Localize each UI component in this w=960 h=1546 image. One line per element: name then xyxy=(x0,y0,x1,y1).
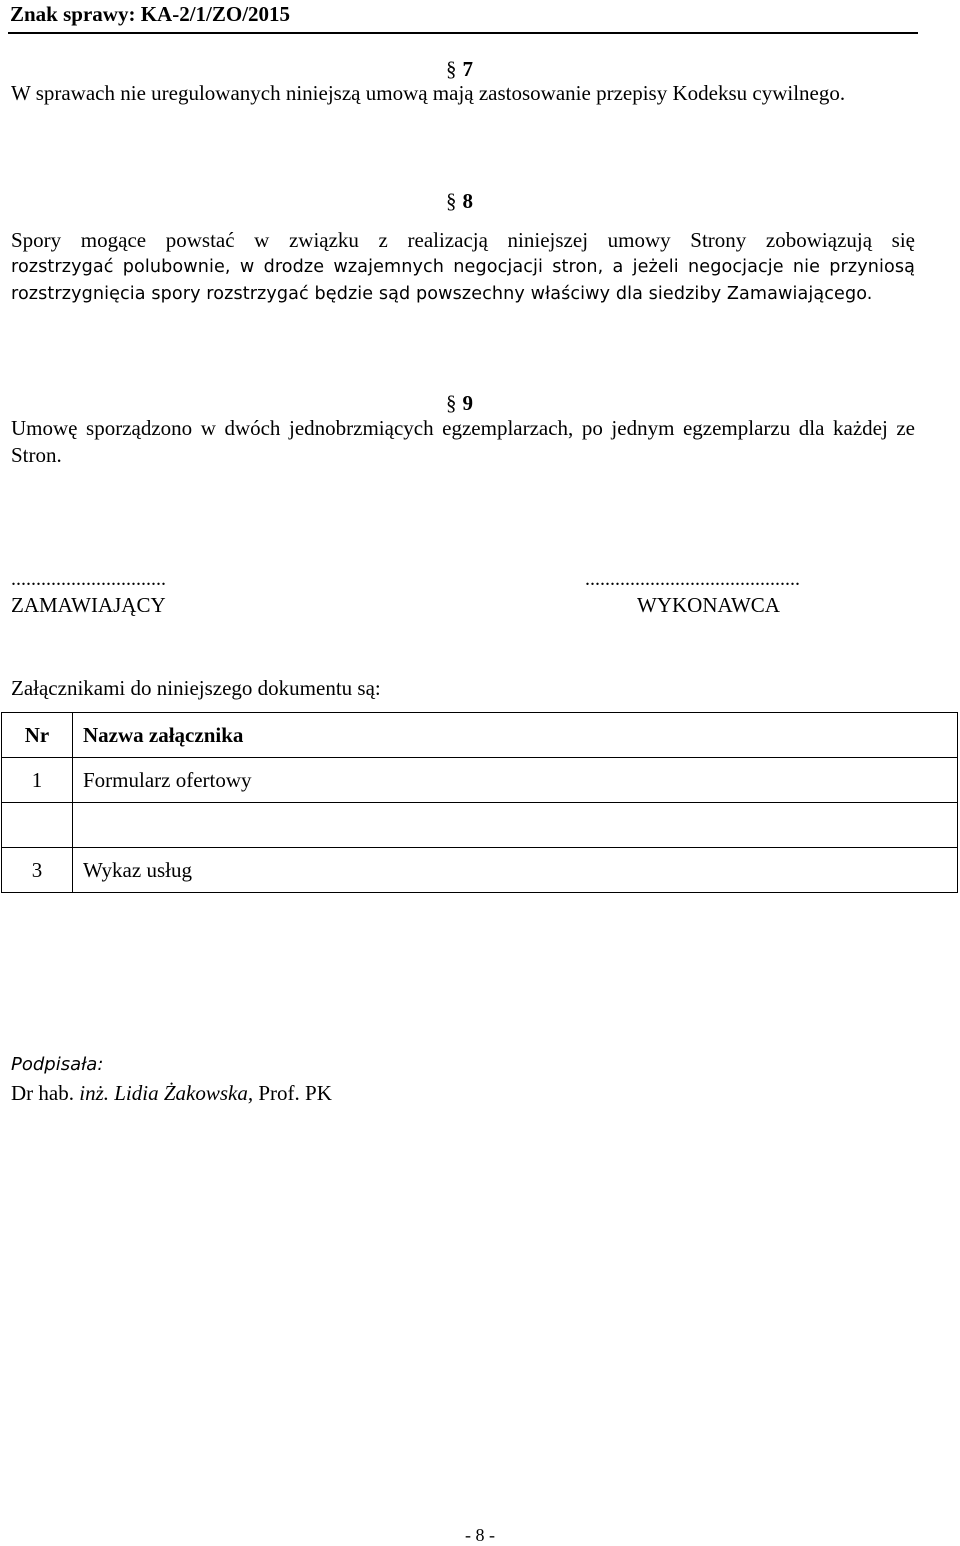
section-8-text: rozstrzygać polubownie, w drodze wzajemnych negocjacji stron, a jeżeli negocjacje nie przyniosą rozstrzygnięcia spory rozstrzygać będzie sąd powszechny właściwy dla siedziby Zamawiającego. xyxy=(11,257,915,304)
attachments-table xyxy=(1,712,958,893)
table-header-row xyxy=(2,713,958,758)
section-symbol: § xyxy=(446,189,457,213)
attachment-nr xyxy=(2,803,73,848)
signer-title-prefix: Dr hab. xyxy=(11,1081,80,1105)
signed-by-label: Podpisała: xyxy=(11,1054,104,1075)
signer-title-suffix: Prof. PK xyxy=(253,1081,332,1105)
contractor-dots: ........................................... xyxy=(585,568,800,590)
contracting-party-label: ZAMAWIAJĄCY xyxy=(11,593,166,617)
section-number: 7 xyxy=(462,57,473,81)
signer-name xyxy=(11,1080,332,1106)
signer-name-italic: inż. Lidia Żakowska, xyxy=(79,1081,254,1105)
attachment-nr: 3 xyxy=(2,848,73,893)
header-divider xyxy=(8,32,918,34)
section-symbol: § xyxy=(446,57,457,81)
section-8-text-line1: Spory mogące powstać w związku z realizacją niniejszej umowy Strony zobowiązują się xyxy=(11,228,915,252)
case-number: Znak sprawy: KA-2/1/ZO/2015 xyxy=(10,2,291,26)
column-header-name: Nazwa załącznika xyxy=(73,713,958,758)
attachment-name: Wykaz usług xyxy=(73,848,958,893)
section-heading-9 xyxy=(446,390,473,416)
attachment-name xyxy=(73,803,958,848)
contracting-party-dots: ............................... xyxy=(11,568,166,590)
section-9-text: Umowę sporządzono w dwóch jednobrzmiących egzemplarzach, po jednym egzemplarzu dla każdej ze Stron. xyxy=(11,416,915,467)
section-heading-8 xyxy=(446,188,473,214)
section-symbol: § xyxy=(446,391,457,415)
attachment-nr: 1 xyxy=(2,758,73,803)
section-heading-7 xyxy=(446,56,473,82)
section-number: 8 xyxy=(462,189,473,213)
section-7-text: W sprawach nie uregulowanych niniejszą umową mają zastosowanie przepisy Kodeksu cywilnego. xyxy=(11,81,846,105)
attachment-name: Formularz ofertowy xyxy=(73,758,958,803)
contractor-label: WYKONAWCA xyxy=(637,593,780,617)
attachments-intro: Załącznikami do niniejszego dokumentu są: xyxy=(11,676,381,700)
table-row xyxy=(2,848,958,893)
column-header-nr: Nr xyxy=(2,713,73,758)
section-number: 9 xyxy=(462,391,473,415)
page-number: - 8 - xyxy=(465,1525,495,1545)
table-row xyxy=(2,758,958,803)
table-row xyxy=(2,803,958,848)
